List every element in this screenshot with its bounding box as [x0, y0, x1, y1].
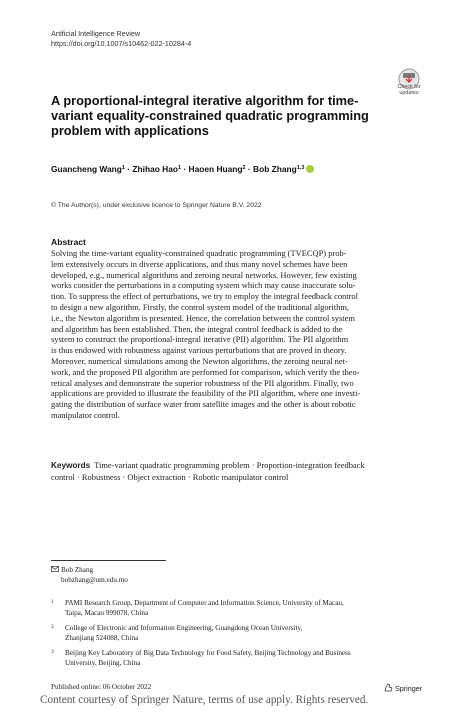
author-name[interactable]: Haoen Huang — [188, 164, 243, 174]
affiliation-line: University, Beijing, China — [65, 658, 141, 667]
author-affiliation-marker: 2 — [242, 165, 246, 171]
abstract-line: works consider the perturbations in a computing system which may cause inaccurate solu- — [51, 280, 356, 291]
journal-name: Artificial Intelligence Review — [51, 29, 141, 38]
abstract-line: developed, e.g., numerical algorithms and zeroing neural networks. However, few existing — [51, 269, 357, 280]
abstract-line: retical analyses and demonstrate the superior robustness of the PII algorithm. Finally, two — [51, 377, 354, 388]
copyright-notice: © The Author(s), under exclusive licence to Springer Nature B.V. 2022 — [51, 202, 262, 209]
abstract-line: Solving the time-variant equality-constrained quadratic programming (TVECQP) prob- — [51, 248, 347, 258]
author-name[interactable]: Guancheng Wang — [51, 164, 122, 174]
author-separator: · — [124, 164, 133, 174]
keywords-block — [51, 460, 426, 483]
affiliation-line: Beijing Key Laboratory of Big Data Technology for Food Safety, Beijing Technology and Business — [65, 649, 351, 657]
affiliation-line: PAMI Research Group, Department of Computer and Information Science, University of Macau, — [65, 599, 344, 607]
publisher-name: Springer — [395, 684, 423, 693]
abstract-line: Moreover, numerical simulations among the Newton algorithms, the zeroing neural net- — [51, 355, 348, 366]
affiliation-number: 2 — [51, 624, 54, 630]
abstract-line: gating the distribution of surface water from satellite images and the other is about robotic — [51, 399, 356, 410]
abstract-line: is thus endowed with robustness against various perturbations that are proved in theory. — [51, 345, 347, 356]
affiliation-line: Taipa, Macau 999078, China — [65, 608, 149, 617]
corresponding-author-name: Bob Zhang — [61, 566, 94, 574]
publisher-logo[interactable] — [384, 683, 422, 693]
abstract-line: system to construct the proportional-integral iterative (PII) algorithm. The PII algorithm — [51, 334, 349, 345]
author-name[interactable]: Zhihao Hao — [132, 164, 179, 174]
orcid-icon[interactable] — [306, 165, 314, 173]
abstract-line: work, and the proposed PII algorithm are performed for comparison, which verify the theo- — [51, 366, 360, 377]
author-separator: · — [245, 164, 254, 174]
affiliation-number: 3 — [51, 649, 54, 655]
affiliation-3 — [51, 649, 431, 668]
keywords-line: control · Robustness · Object extraction · Robotic manipulator control — [51, 471, 289, 482]
author-affiliation-marker: 1,3 — [296, 165, 305, 171]
abstract-line: i.e., the Newton algorithm is presented. Hence, the correlation between the control system — [51, 312, 355, 323]
author-name[interactable]: Bob Zhang — [253, 164, 297, 174]
affiliation-line: Zhanjiang 524088, China — [65, 633, 139, 642]
abstract-line: and algorithm has been established. Then, the integral control feedback is added to the — [51, 323, 343, 334]
envelope-icon — [51, 565, 61, 575]
affiliation-2 — [51, 624, 431, 643]
check-for-updates-label[interactable]: Check for updates — [397, 84, 421, 96]
affiliation-1 — [51, 599, 431, 618]
author-affiliation-marker: 1 — [121, 165, 125, 171]
courtesy-notice: Content courtesy of Springer Nature, terms of use apply. Rights reserved. — [40, 694, 369, 706]
keywords-line — [51, 460, 426, 472]
corresponding-author-email[interactable]: bobzhang@um.edu.mo — [61, 576, 128, 584]
author-list — [51, 164, 314, 174]
author-affiliation-marker: 1 — [178, 165, 182, 171]
keywords-label: Keywords — [51, 461, 91, 470]
abstract-heading: Abstract — [51, 237, 86, 247]
published-date: Published online: 06 October 2022 — [51, 683, 152, 691]
abstract-line: tion. To suppress the effect of perturbations, we try to employ the integral feedback control — [51, 291, 358, 302]
abstract-line: manipulator control. — [51, 409, 120, 420]
abstract-line: lem extensively occurs in diverse applications, and thus many novel schemes have been — [51, 258, 348, 269]
keywords-text: Time-variant quadratic programming problem · Proportion-integration feedback — [94, 460, 365, 470]
affiliation-number: 1 — [51, 599, 54, 605]
author-separator: · — [181, 164, 189, 174]
abstract-line: applications are provided to illustrate the feasibility of the PII algorithm, where one investi- — [51, 388, 361, 399]
journal-header — [51, 29, 191, 49]
paper-title: A proportional-integral iterative algorithm for time-variant equality-constrained quadratic programming problem with applications — [51, 93, 369, 138]
footnote-divider — [51, 560, 166, 561]
affiliation-line: College of Electronic and Information Engineering, Guangdong Ocean University, — [65, 624, 303, 632]
corresponding-author — [51, 565, 128, 585]
springer-horse-icon — [384, 683, 393, 692]
doi-link[interactable]: https://doi.org/10.1007/s10462-022-10284-4 — [51, 39, 192, 48]
abstract-line: to design a new algorithm. Firstly, the control system model of the traditional algorithm, — [51, 301, 349, 312]
abstract-body — [51, 248, 426, 421]
